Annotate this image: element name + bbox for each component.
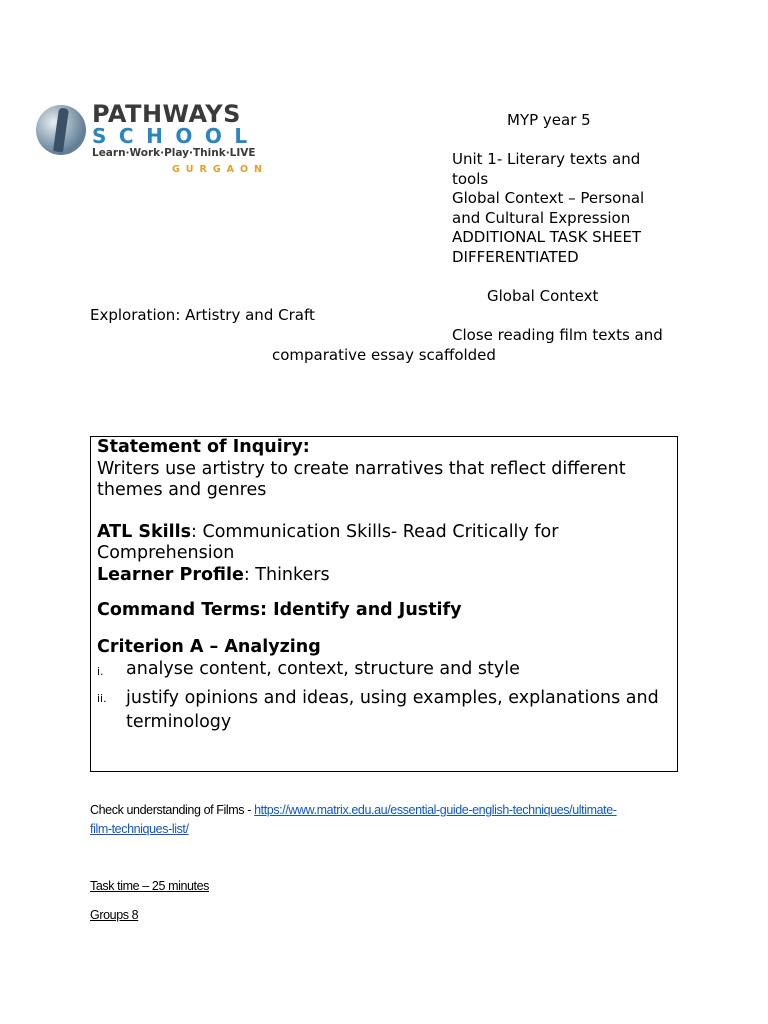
- soi-text-line2: themes and genres: [97, 480, 267, 500]
- check-label: Check understanding of Films -: [90, 803, 255, 817]
- item-text: analyse content, context, structure and style: [126, 659, 520, 679]
- item-text: justify opinions and ideas, using examples, explanations and: [126, 687, 659, 708]
- film-techniques-link-line2[interactable]: film-techniques-list/: [90, 822, 189, 836]
- item-text-line2: terminology: [126, 711, 232, 732]
- myp-year: MYP year 5: [507, 111, 591, 129]
- soi-text-line1: Writers use artistry to create narratives that reflect different: [97, 458, 626, 479]
- logo-school: SCHOOL: [92, 124, 260, 148]
- criterion-item: [97, 686, 671, 734]
- global-context-label: Global Context: [487, 287, 599, 305]
- soi-title: Statement of Inquiry:: [97, 437, 310, 457]
- global-context-line1: Global Context – Personal: [452, 189, 645, 207]
- exploration: Exploration: Artistry and Craft: [90, 306, 315, 324]
- film-techniques-link[interactable]: https://www.matrix.edu.au/essential-guide-english-techniques/ultimate-: [254, 803, 617, 817]
- close-reading-line1: Close reading film texts and: [452, 326, 663, 344]
- school-logo: [34, 100, 269, 180]
- learner-profile: [97, 565, 671, 587]
- task-time: Task time – 25 minutes: [90, 879, 210, 893]
- groups: Groups 8: [90, 908, 139, 922]
- lp-text: : Thinkers: [243, 564, 330, 585]
- close-reading-line2: comparative essay scaffolded: [272, 346, 496, 364]
- logo-city: GURGAON: [172, 164, 269, 175]
- check-understanding: [90, 801, 690, 820]
- task-sheet-line2: DIFFERENTIATED: [452, 248, 579, 266]
- logo-tagline: Learn·Work·Play·Think·LIVE: [92, 147, 256, 159]
- atl-text-line2: Comprehension: [97, 543, 235, 563]
- global-context-line2: and Cultural Expression: [452, 209, 631, 227]
- atl-text: : Communication Skills- Read Critically for: [191, 521, 559, 542]
- atl-label: ATL Skills: [97, 521, 192, 542]
- task-sheet-line1: ADDITIONAL TASK SHEET: [452, 228, 642, 246]
- lp-label: Learner Profile: [97, 564, 244, 585]
- command-terms: Command Terms: Identify and Justify: [97, 600, 462, 620]
- link-continuation: [90, 820, 189, 839]
- criterion-item: [97, 659, 671, 681]
- unit-title-line1: Unit 1- Literary texts and: [452, 150, 641, 168]
- criterion-title: Criterion A – Analyzing: [97, 636, 321, 657]
- inquiry-box: [90, 436, 678, 772]
- logo-name: PATHWAYS: [92, 100, 241, 128]
- item-numeral: ii.: [97, 691, 107, 705]
- unit-title-line2: tools: [452, 170, 489, 188]
- item-numeral: i.: [97, 665, 104, 678]
- atl-skills: [97, 522, 671, 544]
